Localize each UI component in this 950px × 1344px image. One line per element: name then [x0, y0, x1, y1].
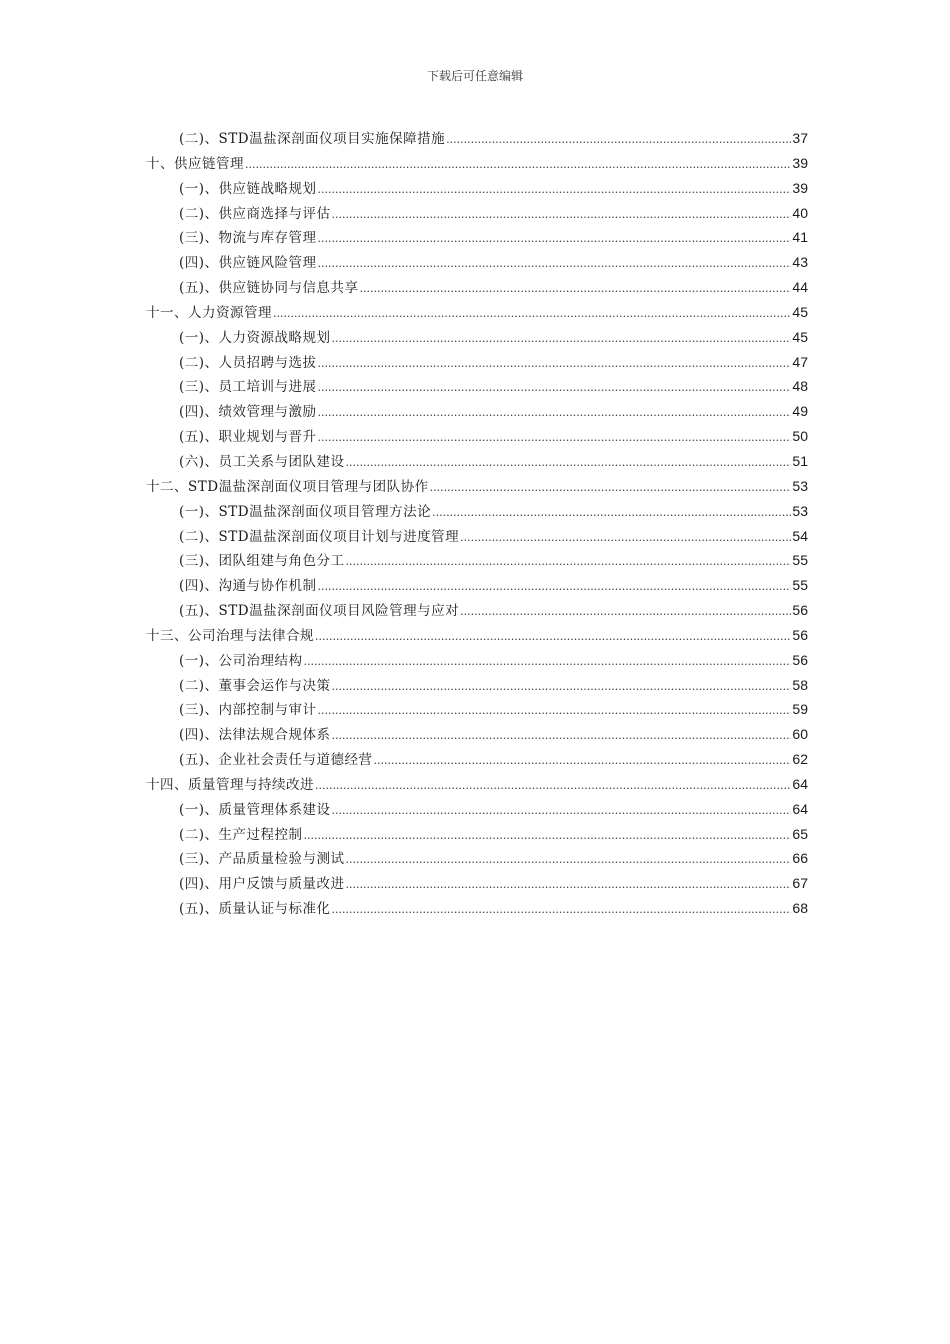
dot-leader [318, 178, 792, 203]
toc-section-entry[interactable] [146, 176, 808, 201]
toc-entry-page-number: 66 [792, 850, 808, 867]
toc-section-entry[interactable] [146, 548, 808, 573]
toc-entry-page-number: 47 [792, 353, 808, 370]
toc-entry-title: 十、供应链管理 [146, 155, 244, 172]
toc-chapter-entry[interactable] [146, 474, 808, 499]
toc-entry-page-number: 37 [792, 130, 808, 146]
toc-entry-title: (四)、供应链风险管理 [179, 255, 317, 272]
toc-entry-title: (三)、内部控制与审计 [179, 702, 317, 719]
toc-entry-page-number: 40 [792, 204, 808, 221]
toc-entry-title: (三)、产品质量检验与测试 [179, 851, 345, 868]
toc-section-entry[interactable] [146, 275, 808, 300]
toc-section-entry[interactable] [146, 871, 808, 896]
toc-section-entry[interactable] [146, 896, 808, 921]
toc-entry-title: (四)、沟通与协作机制 [179, 578, 317, 595]
toc-chapter-entry[interactable] [146, 151, 808, 176]
toc-entry-title: (二)、供应商选择与评估 [179, 205, 331, 222]
toc-section-entry[interactable] [146, 499, 808, 524]
toc-entry-title: (五)、职业规划与晋升 [179, 429, 317, 446]
toc-entry-title: (二)、STD温盐深剖面仪项目计划与进度管理 [179, 528, 460, 545]
toc-entry-page-number: 64 [792, 800, 808, 817]
toc-entry-title: (二)、STD温盐深剖面仪项目实施保障措施 [179, 131, 446, 147]
toc-section-entry[interactable] [146, 201, 808, 226]
dot-leader [332, 675, 792, 700]
dot-leader [273, 302, 791, 327]
toc-entry-page-number: 67 [792, 875, 808, 892]
dot-leader [318, 376, 792, 401]
toc-entry-title: (五)、企业社会责任与道德经营 [179, 752, 373, 769]
toc-section-entry[interactable] [146, 673, 808, 698]
toc-section-entry[interactable] [146, 350, 808, 375]
toc-entry-page-number: 49 [792, 403, 808, 420]
toc-entry-page-number: 50 [792, 428, 808, 445]
toc-section-entry[interactable] [146, 250, 808, 275]
toc-section-entry[interactable] [146, 648, 808, 673]
dot-leader [332, 898, 792, 923]
toc-entry-page-number: 39 [792, 154, 808, 171]
dot-leader [332, 203, 792, 228]
dot-leader [432, 501, 791, 526]
toc-entry-title: 十四、质量管理与持续改进 [146, 776, 314, 793]
toc-entry-page-number: 41 [792, 229, 808, 246]
dot-leader [346, 451, 792, 476]
toc-section-entry[interactable] [146, 722, 808, 747]
dot-leader [304, 650, 792, 675]
dot-leader [346, 550, 792, 575]
toc-entry-page-number: 53 [792, 477, 808, 494]
toc-entry-page-number: 56 [792, 602, 808, 619]
toc-entry-title: (四)、法律法规合规体系 [179, 727, 331, 744]
dot-leader [318, 227, 792, 252]
toc-entry-page-number: 56 [792, 626, 808, 643]
toc-entry-title: (二)、生产过程控制 [179, 826, 303, 843]
toc-entry-page-number: 39 [792, 179, 808, 196]
toc-entry-page-number: 59 [792, 701, 808, 718]
toc-chapter-entry[interactable] [146, 623, 808, 648]
toc-section-entry[interactable] [146, 126, 808, 151]
toc-entry-page-number: 45 [792, 328, 808, 345]
toc-entry-page-number: 45 [792, 303, 808, 320]
toc-entry-page-number: 62 [792, 751, 808, 768]
dot-leader [318, 575, 792, 600]
toc-entry-title: (三)、员工培训与进展 [179, 379, 317, 396]
toc-entry-title: 十三、公司治理与法律合规 [146, 627, 314, 644]
dot-leader [318, 352, 792, 377]
toc-entry-title: (一)、人力资源战略规划 [179, 329, 331, 346]
toc-entry-title: 十一、人力资源管理 [146, 304, 272, 321]
toc-entry-title: (一)、公司治理结构 [179, 652, 303, 669]
table-of-contents [146, 126, 808, 921]
toc-entry-title: (五)、STD温盐深剖面仪项目风险管理与应对 [179, 603, 460, 620]
toc-section-entry[interactable] [146, 573, 808, 598]
toc-entry-page-number: 53 [792, 502, 808, 519]
dot-leader [332, 327, 792, 352]
toc-entry-page-number: 65 [792, 825, 808, 842]
toc-section-entry[interactable] [146, 797, 808, 822]
dot-leader [332, 799, 792, 824]
dot-leader [460, 526, 791, 551]
toc-chapter-entry[interactable] [146, 300, 808, 325]
dot-leader [318, 252, 792, 277]
toc-section-entry[interactable] [146, 374, 808, 399]
toc-section-entry[interactable] [146, 598, 808, 623]
dot-leader [430, 476, 792, 501]
toc-entry-page-number: 48 [792, 378, 808, 395]
toc-section-entry[interactable] [146, 325, 808, 350]
toc-entry-page-number: 64 [792, 775, 808, 792]
dot-leader [245, 153, 791, 178]
toc-entry-title: 十二、STD温盐深剖面仪项目管理与团队协作 [146, 478, 429, 495]
toc-section-entry[interactable] [146, 225, 808, 250]
dot-leader [318, 401, 792, 426]
toc-entry-title: (一)、质量管理体系建设 [179, 801, 331, 818]
toc-section-entry[interactable] [146, 747, 808, 772]
toc-chapter-entry[interactable] [146, 772, 808, 797]
dot-leader [318, 426, 792, 451]
dot-leader [374, 749, 792, 774]
toc-entry-page-number: 56 [792, 651, 808, 668]
toc-entry-title: (一)、STD温盐深剖面仪项目管理方法论 [179, 503, 432, 520]
toc-entry-title: (一)、供应链战略规划 [179, 180, 317, 197]
toc-entry-page-number: 58 [792, 676, 808, 693]
toc-entry-page-number: 55 [792, 552, 808, 569]
dot-leader [304, 824, 792, 849]
dot-leader [346, 873, 792, 898]
toc-section-entry[interactable] [146, 846, 808, 871]
toc-entry-page-number: 44 [792, 279, 808, 296]
toc-entry-title: (六)、员工关系与团队建设 [179, 453, 345, 470]
dot-leader [315, 625, 791, 650]
page-header: 下载后可任意编辑 [426, 69, 523, 83]
dot-leader [446, 128, 791, 153]
toc-section-entry[interactable] [146, 399, 808, 424]
dot-leader [360, 277, 792, 302]
toc-entry-page-number: 68 [792, 900, 808, 917]
toc-entry-page-number: 51 [792, 452, 808, 469]
toc-entry-title: (四)、绩效管理与激励 [179, 404, 317, 421]
dot-leader [460, 600, 791, 625]
toc-entry-title: (三)、物流与库存管理 [179, 230, 317, 247]
toc-section-entry[interactable] [146, 697, 808, 722]
toc-entry-title: (五)、质量认证与标准化 [179, 901, 331, 918]
toc-entry-page-number: 55 [792, 577, 808, 594]
toc-entry-title: (四)、用户反馈与质量改进 [179, 876, 345, 893]
toc-entry-page-number: 54 [792, 527, 808, 544]
dot-leader [318, 699, 792, 724]
dot-leader [315, 774, 791, 799]
toc-section-entry[interactable] [146, 524, 808, 549]
toc-entry-page-number: 43 [792, 254, 808, 271]
toc-entry-title: (五)、供应链协同与信息共享 [179, 280, 359, 297]
toc-entry-title: (二)、董事会运作与决策 [179, 677, 331, 694]
toc-entry-page-number: 60 [792, 726, 808, 743]
toc-section-entry[interactable] [146, 424, 808, 449]
toc-section-entry[interactable] [146, 449, 808, 474]
toc-section-entry[interactable] [146, 822, 808, 847]
dot-leader [332, 724, 792, 749]
toc-entry-title: (三)、团队组建与角色分工 [179, 553, 345, 570]
dot-leader [346, 848, 792, 873]
toc-entry-title: (二)、人员招聘与选拔 [179, 354, 317, 371]
